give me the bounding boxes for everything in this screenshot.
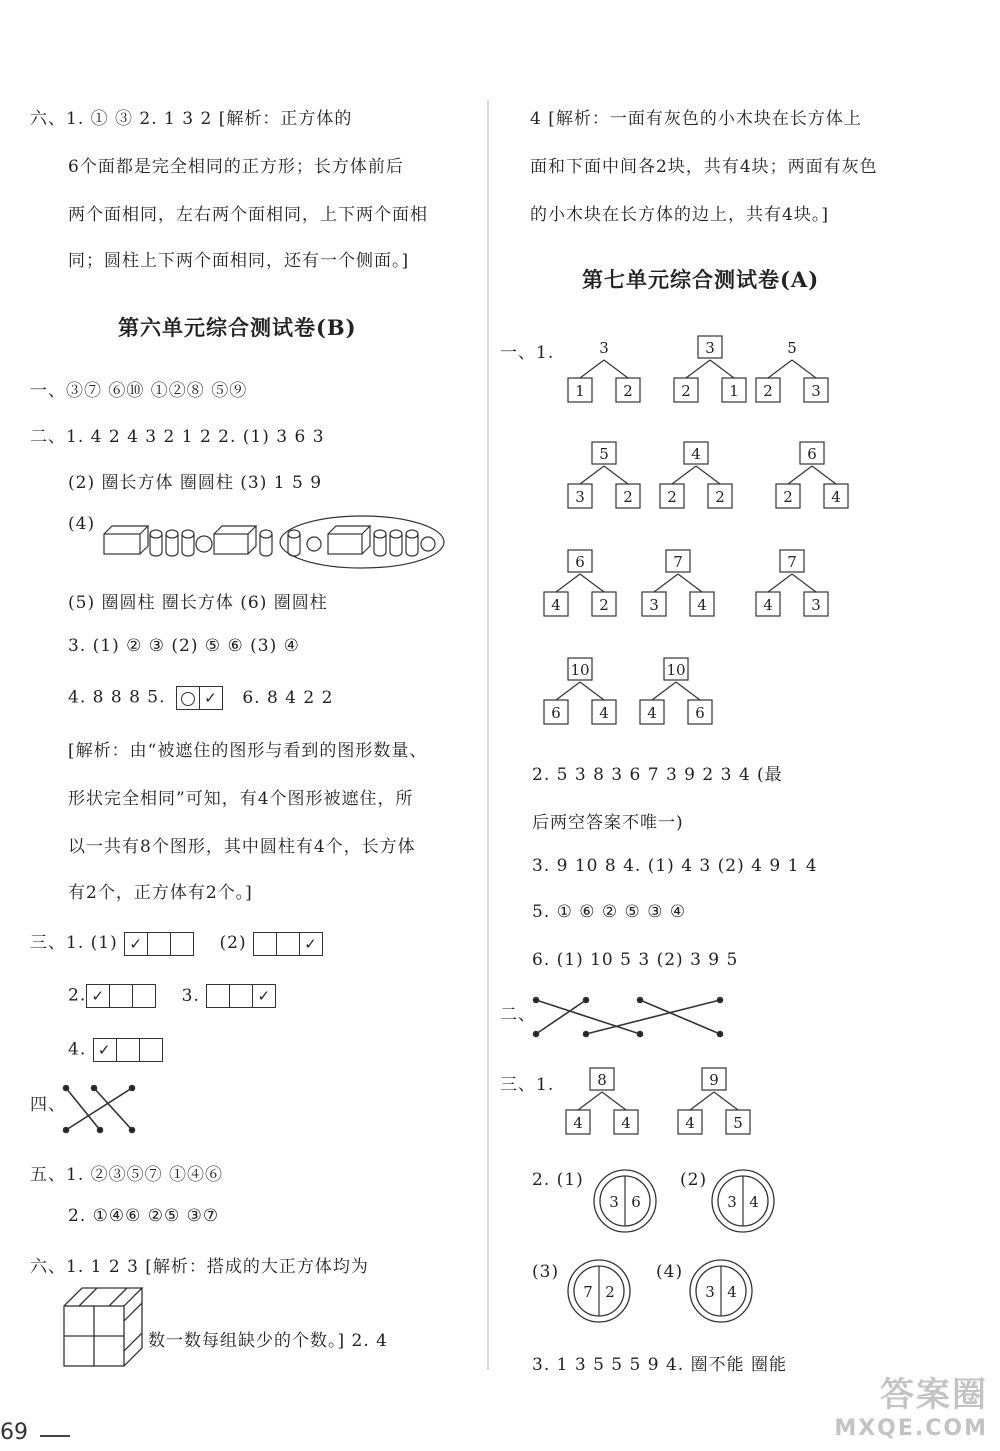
tree-right-value: 4 — [599, 704, 609, 722]
empty-box — [170, 932, 194, 956]
section-title-6b: 第六单元综合测试卷(B) — [118, 315, 357, 340]
number-tree — [676, 1066, 752, 1146]
ring-right-value: 2 — [605, 1283, 615, 1301]
ring-circle — [688, 1258, 754, 1324]
number-tree — [638, 656, 714, 736]
watermark-bottom: MXQE.COM — [834, 1416, 988, 1441]
tree-left-value: 4 — [551, 596, 561, 614]
ring-right-value: 6 — [631, 1193, 641, 1211]
tree-branch — [768, 574, 792, 592]
analysis-line-2: 形状完全相同”可知，有4个图形被遮住，所 — [68, 789, 414, 809]
tree-top-value: 6 — [807, 445, 817, 463]
tree-branch — [676, 682, 700, 700]
tree-right-value: 4 — [621, 1114, 631, 1132]
empty-box — [109, 984, 133, 1008]
tree-top-value: 10 — [666, 661, 686, 679]
right-q1-label: 一、1. — [500, 343, 555, 363]
tree-branch — [556, 574, 580, 592]
number-tree — [566, 334, 642, 414]
tree-branch — [710, 360, 734, 378]
tree-top-value: 3 — [599, 339, 609, 357]
analysis-line-4: 有2个，正方体有2个。] — [68, 883, 253, 903]
tree-branch — [602, 1092, 626, 1110]
sec6-q1-line2: 6个面都是完全相同的正方形；长方体前后 — [68, 157, 404, 177]
check-box: ✓ — [86, 984, 110, 1008]
tree-branch — [604, 466, 628, 484]
tree-branch — [578, 1092, 602, 1110]
right-line-12b: (2) — [680, 1170, 708, 1190]
tree-branch — [792, 574, 816, 592]
tree-left-value: 3 — [649, 596, 659, 614]
number-tree — [754, 548, 830, 628]
answer-line-12 — [30, 928, 322, 956]
right-line-6: 后两空答案不唯一) — [532, 813, 684, 833]
tree-branch — [788, 466, 812, 484]
tree-branch — [672, 466, 696, 484]
answer-line-18: 六、1. 1 2 3 [解析：搭成的大正方体均为 — [30, 1257, 369, 1277]
ring-left-value: 7 — [583, 1283, 593, 1301]
empty-box — [116, 1038, 140, 1062]
tree-top-value: 5 — [599, 445, 609, 463]
tree-top-value: 7 — [787, 553, 797, 571]
analysis-line-1: [解析：由“被遮住的图形与看到的图形数量、 — [68, 741, 428, 761]
answer-line-4: (4) — [68, 514, 96, 534]
empty-box — [139, 1038, 163, 1062]
tree-top-value: 10 — [570, 661, 590, 679]
tree-branch — [652, 682, 676, 700]
tree-left-value: 4 — [685, 1114, 695, 1132]
number-tree — [542, 656, 618, 736]
empty-box — [276, 932, 300, 956]
tree-right-value: 4 — [831, 488, 841, 506]
cube-figure — [58, 1282, 148, 1372]
answer-line-3: (2) 圈长方体 圈圆柱 (3) 1 5 9 — [68, 473, 323, 493]
answer-line-6: 3. (1) ② ③ (2) ⑤ ⑥ (3) ④ — [68, 636, 300, 656]
answer-line-13 — [68, 984, 275, 1008]
right-matching-lines — [530, 994, 730, 1042]
tree-top-value: 3 — [705, 339, 715, 357]
tree-top-value: 6 — [575, 553, 585, 571]
empty-box — [206, 984, 230, 1008]
tree-top-value: 5 — [787, 339, 797, 357]
tree-top-value: 9 — [709, 1071, 719, 1089]
tree-left-value: 2 — [763, 382, 773, 400]
tree-left-value: 4 — [647, 704, 657, 722]
check-box: ✓ — [252, 984, 276, 1008]
tree-branch — [654, 574, 678, 592]
tree-left-value: 3 — [575, 488, 585, 506]
number-tree — [774, 440, 850, 520]
page-number: 69 — [0, 1420, 28, 1445]
answer-line-19: 数一数每组缺少的个数。] 2. 4 — [148, 1331, 388, 1351]
tree-branch — [678, 574, 702, 592]
tree-top-value: 8 — [597, 1071, 607, 1089]
tree-left-value: 2 — [681, 382, 691, 400]
tree-branch — [696, 466, 720, 484]
ring-right-value: 4 — [727, 1283, 737, 1301]
tree-branch — [812, 466, 836, 484]
sec6-q1-line1: 六、1. ① ③ 2. 1 3 2 [解析：正方体的 — [30, 109, 353, 129]
q3-3-label: 3. — [181, 985, 200, 1006]
q3-1-2-label: (2) — [219, 933, 247, 953]
right-line-13a: (3) — [532, 1262, 560, 1282]
tree-branch — [580, 466, 604, 484]
analysis-line-3: 以一共有8个图形，其中圆柱有4个，长方体 — [68, 837, 416, 857]
tree-right-value: 4 — [697, 596, 707, 614]
check-answer-box: ✓ — [199, 686, 223, 710]
tree-left-value: 6 — [551, 704, 561, 722]
tree-top-value: 7 — [673, 553, 683, 571]
ring-circle — [592, 1168, 658, 1234]
right-line-2: 面和下面中间各2块，共有4块；两面有灰色 — [530, 157, 878, 177]
answer-line-1: 一、③⑦ ⑥⑩ ①②⑧ ⑤⑨ — [30, 381, 248, 401]
circle-answer-box — [176, 686, 200, 710]
tree-branch — [714, 1092, 738, 1110]
tree-right-value: 5 — [733, 1114, 743, 1132]
ring-circle — [710, 1168, 776, 1234]
check-box: ✓ — [93, 1038, 117, 1062]
right-line-8: 5. ① ⑥ ② ⑤ ③ ④ — [532, 902, 687, 922]
empty-box — [253, 932, 277, 956]
page-number-dash — [40, 1435, 70, 1437]
answer-line-7 — [68, 686, 333, 710]
answer-line-17: 2. ①④⑥ ②⑤ ③⑦ — [68, 1206, 220, 1226]
number-tree — [672, 334, 748, 414]
answer-line-7a: 4. 8 8 8 5. — [68, 687, 166, 708]
matching-lines-figure — [60, 1082, 140, 1134]
answer-line-15: 四、 — [30, 1095, 66, 1115]
check-box: ✓ — [124, 932, 148, 956]
tree-right-value: 2 — [599, 596, 609, 614]
answer-line-5: (5) 圈圆柱 圈长方体 (6) 圈圆柱 — [68, 593, 328, 613]
tree-branch — [556, 682, 580, 700]
tree-branch — [580, 574, 604, 592]
tree-branch — [686, 360, 710, 378]
number-tree — [658, 440, 734, 520]
answer-line-16: 五、1. ②③⑤⑦ ①④⑥ — [30, 1165, 224, 1185]
ring-right-value: 4 — [749, 1193, 759, 1211]
tree-branch — [792, 360, 816, 378]
tree-right-value: 3 — [811, 596, 821, 614]
tree-right-value: 6 — [695, 704, 705, 722]
tree-branch — [690, 1092, 714, 1110]
shapes-row-figure — [100, 504, 445, 582]
tree-branch — [580, 682, 604, 700]
q3-4-label: 4. — [68, 1039, 87, 1060]
watermark-logo — [834, 1367, 988, 1441]
number-tree — [566, 440, 642, 520]
right-line-12a: 2. (1) — [532, 1170, 584, 1190]
ring-left-value: 3 — [727, 1193, 737, 1211]
empty-box — [132, 984, 156, 1008]
watermark-top: 答案圈 — [880, 1375, 988, 1415]
tree-top-value: 4 — [691, 445, 701, 463]
number-tree — [542, 548, 618, 628]
tree-branch — [580, 360, 604, 378]
tree-right-value: 2 — [715, 488, 725, 506]
number-tree — [754, 334, 830, 414]
number-tree — [564, 1066, 640, 1146]
right-line-11: 三、1. — [500, 1075, 555, 1095]
q3-2-label: 2. — [68, 985, 87, 1006]
q3-1-1-label: 三、1. (1) — [30, 933, 118, 953]
tree-left-value: 2 — [667, 488, 677, 506]
right-line-14: 3. 1 3 5 5 5 9 4. 圈不能 圈能 — [532, 1355, 787, 1375]
answer-line-2: 二、1. 4 2 4 3 2 1 2 2. (1) 3 6 3 — [30, 427, 325, 447]
right-line-9: 6. (1) 10 5 3 (2) 3 9 5 — [532, 950, 739, 970]
sec6-q1-line4: 同；圆柱上下两个面相同，还有一个侧面。] — [68, 251, 410, 271]
empty-box — [147, 932, 171, 956]
tree-right-value: 1 — [729, 382, 739, 400]
right-line-5: 2. 5 3 8 3 6 7 3 9 2 3 4 (最 — [532, 765, 783, 785]
sec6-q1-line3: 两个面相同，左右两个面相同，上下两个面相 — [68, 205, 428, 225]
tree-left-value: 2 — [783, 488, 793, 506]
right-line-13b: (4) — [656, 1262, 684, 1282]
tree-left-value: 4 — [573, 1114, 583, 1132]
answer-line-7b: 6. 8 4 2 2 — [242, 687, 334, 708]
tree-right-value: 3 — [811, 382, 821, 400]
ring-left-value: 3 — [705, 1283, 715, 1301]
number-tree — [640, 548, 716, 628]
check-box: ✓ — [299, 932, 323, 956]
tree-branch — [604, 360, 628, 378]
tree-left-value: 1 — [575, 382, 585, 400]
empty-box — [229, 984, 253, 1008]
right-line-10: 二、 — [500, 1005, 536, 1025]
right-line-1: 4 [解析：一面有灰色的小木块在长方体上 — [530, 109, 862, 129]
right-line-3: 的小木块在长方体的边上，共有4块。] — [530, 205, 829, 225]
section-title-7a: 第七单元综合测试卷(A) — [582, 267, 820, 292]
tree-branch — [768, 360, 792, 378]
tree-right-value: 2 — [623, 382, 633, 400]
ring-left-value: 3 — [609, 1193, 619, 1211]
answer-line-14 — [68, 1038, 162, 1062]
tree-right-value: 2 — [623, 488, 633, 506]
tree-left-value: 4 — [763, 596, 773, 614]
right-line-7: 3. 9 10 8 4. (1) 4 3 (2) 4 9 1 4 — [532, 856, 818, 876]
ring-circle — [566, 1258, 632, 1324]
column-divider — [487, 100, 489, 1370]
